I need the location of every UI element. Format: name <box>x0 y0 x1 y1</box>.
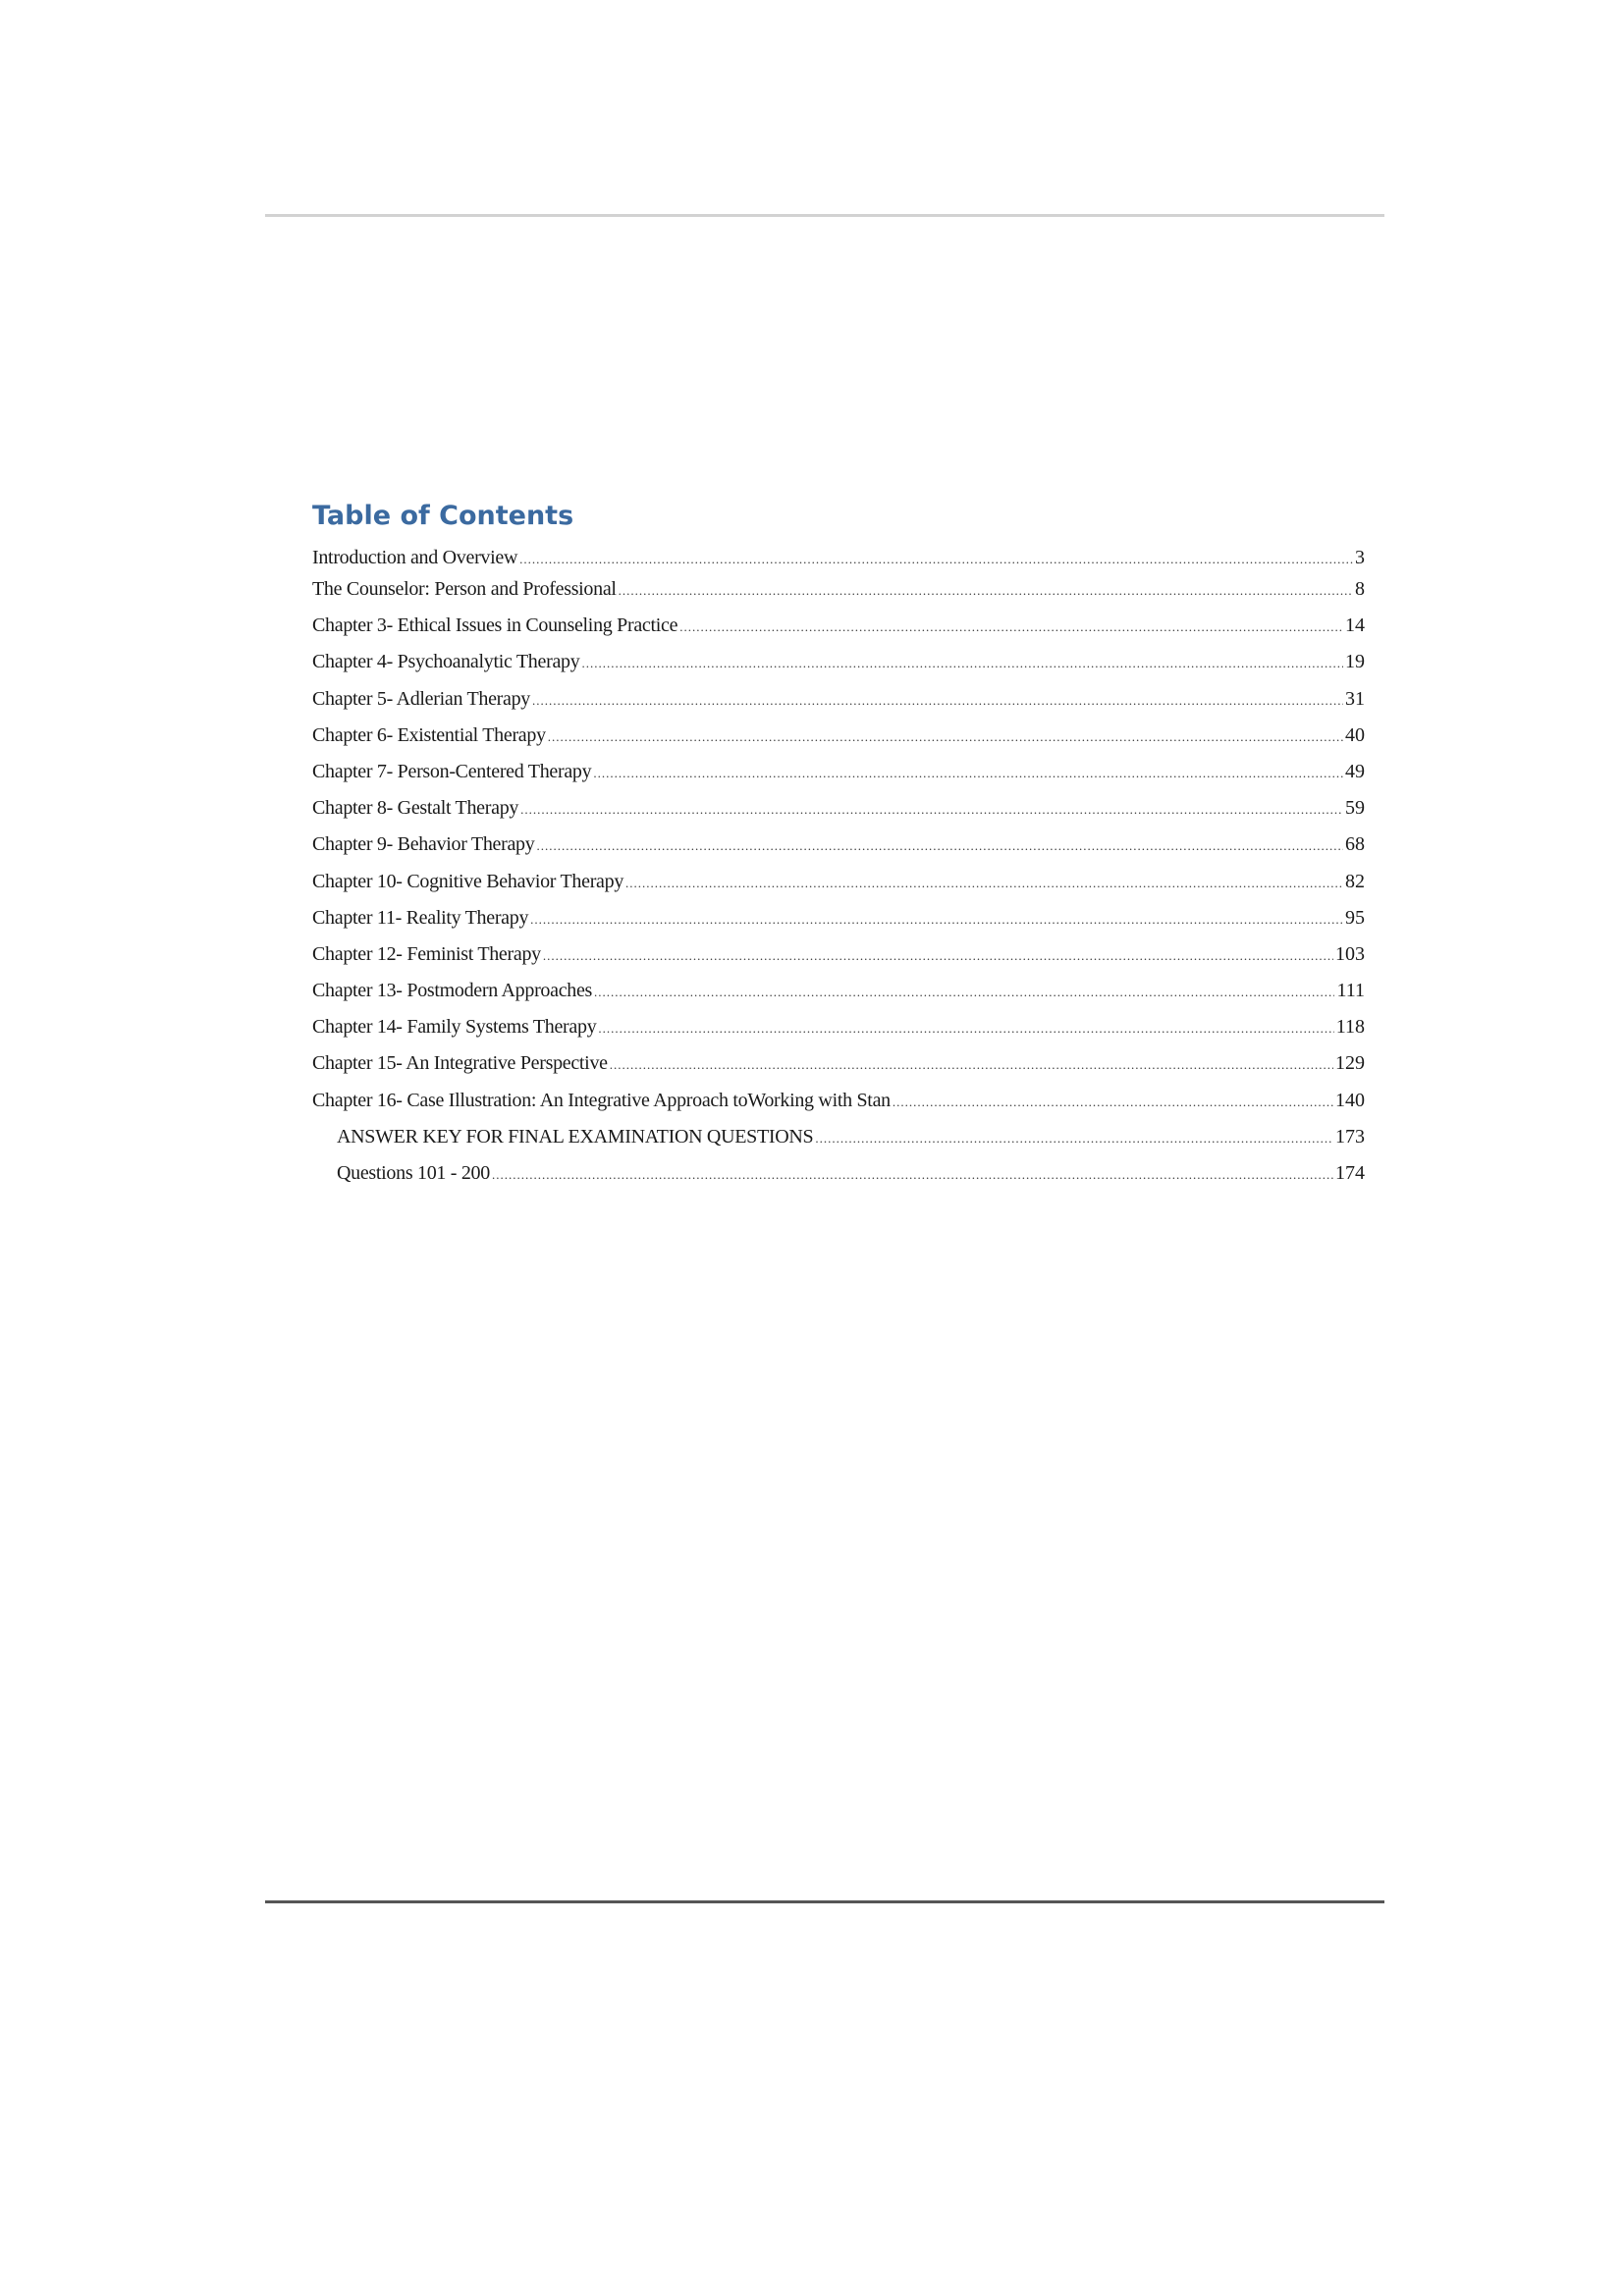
toc-entry-page: 31 <box>1345 687 1365 710</box>
dot-leader <box>598 1010 1333 1046</box>
toc-entry-page: 19 <box>1345 651 1365 673</box>
dot-leader <box>492 1156 1333 1193</box>
toc-entry[interactable] <box>312 718 1365 754</box>
toc-entry-page: 82 <box>1345 870 1365 892</box>
toc-entry[interactable] <box>312 644 1365 680</box>
toc-subentry[interactable] <box>312 1155 1365 1192</box>
toc-entry[interactable] <box>312 973 1365 1009</box>
dot-leader <box>520 791 1343 828</box>
toc-entry-label: Chapter 10- Cognitive Behavior Therapy <box>312 870 624 892</box>
toc-entry-label: Introduction and Overview <box>312 547 518 568</box>
toc-entry-page: 68 <box>1345 833 1365 856</box>
dot-leader <box>532 682 1343 719</box>
toc-entry[interactable] <box>312 1045 1365 1082</box>
toc-entry-page: 14 <box>1345 614 1365 637</box>
dot-leader <box>679 609 1343 645</box>
table-of-contents <box>312 499 1365 1192</box>
toc-entry-label: Chapter 5- Adlerian Therapy <box>312 687 531 710</box>
dot-leader <box>619 572 1353 609</box>
toc-entry-page: 59 <box>1345 797 1365 820</box>
dot-leader <box>815 1120 1333 1156</box>
toc-entry-page: 129 <box>1335 1052 1365 1075</box>
toc-entry-page: 111 <box>1336 980 1365 1002</box>
toc-entry-label: Chapter 13- Postmodern Approaches <box>312 980 593 1002</box>
toc-entry-page: 3 <box>1355 547 1365 568</box>
toc-entry[interactable] <box>312 936 1365 973</box>
toc-title: Table of Contents <box>312 501 574 531</box>
toc-entry[interactable] <box>312 608 1365 644</box>
toc-entry-label: Chapter 11- Reality Therapy <box>312 906 529 929</box>
dot-leader <box>519 546 1353 573</box>
toc-list <box>312 544 1365 1192</box>
dot-leader <box>593 755 1343 791</box>
header-rule <box>265 214 1384 217</box>
dot-leader <box>581 645 1343 681</box>
toc-entry[interactable] <box>312 1009 1365 1045</box>
dot-leader <box>536 828 1343 864</box>
toc-entry-label: Chapter 8- Gestalt Therapy <box>312 797 519 820</box>
toc-entry-label: Chapter 14- Family Systems Therapy <box>312 1016 597 1039</box>
toc-entry-page: 103 <box>1335 942 1365 965</box>
toc-entry[interactable] <box>312 864 1365 900</box>
toc-entry-page: 49 <box>1345 760 1365 782</box>
toc-entry-page: 118 <box>1335 1016 1365 1039</box>
dot-leader <box>625 865 1343 901</box>
toc-entry-label: Chapter 6- Existential Therapy <box>312 723 546 746</box>
dot-leader <box>548 719 1343 755</box>
toc-entry-label: Questions 101 - 200 <box>337 1162 490 1184</box>
toc-subentry[interactable] <box>312 1119 1365 1155</box>
toc-entry-label: Chapter 16- Case Illustration: An Integrative Approach toWorking with Stan <box>312 1089 891 1111</box>
toc-entry[interactable] <box>312 827 1365 863</box>
dot-leader <box>610 1046 1333 1083</box>
toc-entry-label: Chapter 12- Feminist Therapy <box>312 942 541 965</box>
toc-entry[interactable] <box>312 681 1365 718</box>
toc-entry-page: 173 <box>1335 1125 1365 1148</box>
toc-entry[interactable] <box>312 1083 1365 1119</box>
toc-entry[interactable] <box>312 754 1365 790</box>
toc-entry-page: 8 <box>1355 578 1365 600</box>
footer-rule <box>265 1900 1384 1903</box>
dot-leader <box>543 937 1333 974</box>
toc-entry-label: ANSWER KEY FOR FINAL EXAMINATION QUESTIONS <box>337 1125 814 1148</box>
toc-entry-label: Chapter 15- An Integrative Perspective <box>312 1052 608 1075</box>
toc-entry-label: Chapter 7- Person-Centered Therapy <box>312 760 592 782</box>
toc-entry-page: 95 <box>1345 906 1365 929</box>
dot-leader <box>530 901 1343 937</box>
toc-entry-page: 140 <box>1335 1089 1365 1111</box>
toc-entry-label: Chapter 9- Behavior Therapy <box>312 833 535 856</box>
toc-entry-page: 40 <box>1345 723 1365 746</box>
toc-entry-label: Chapter 3- Ethical Issues in Counseling Practice <box>312 614 678 637</box>
toc-entry[interactable] <box>312 544 1365 571</box>
toc-entry[interactable] <box>312 790 1365 827</box>
toc-entry[interactable] <box>312 900 1365 936</box>
dot-leader <box>893 1084 1333 1120</box>
toc-entry-page: 174 <box>1335 1162 1365 1184</box>
toc-entry[interactable] <box>312 571 1365 608</box>
dot-leader <box>594 974 1334 1010</box>
toc-entry-label: The Counselor: Person and Professional <box>312 578 617 600</box>
toc-entry-label: Chapter 4- Psychoanalytic Therapy <box>312 651 580 673</box>
